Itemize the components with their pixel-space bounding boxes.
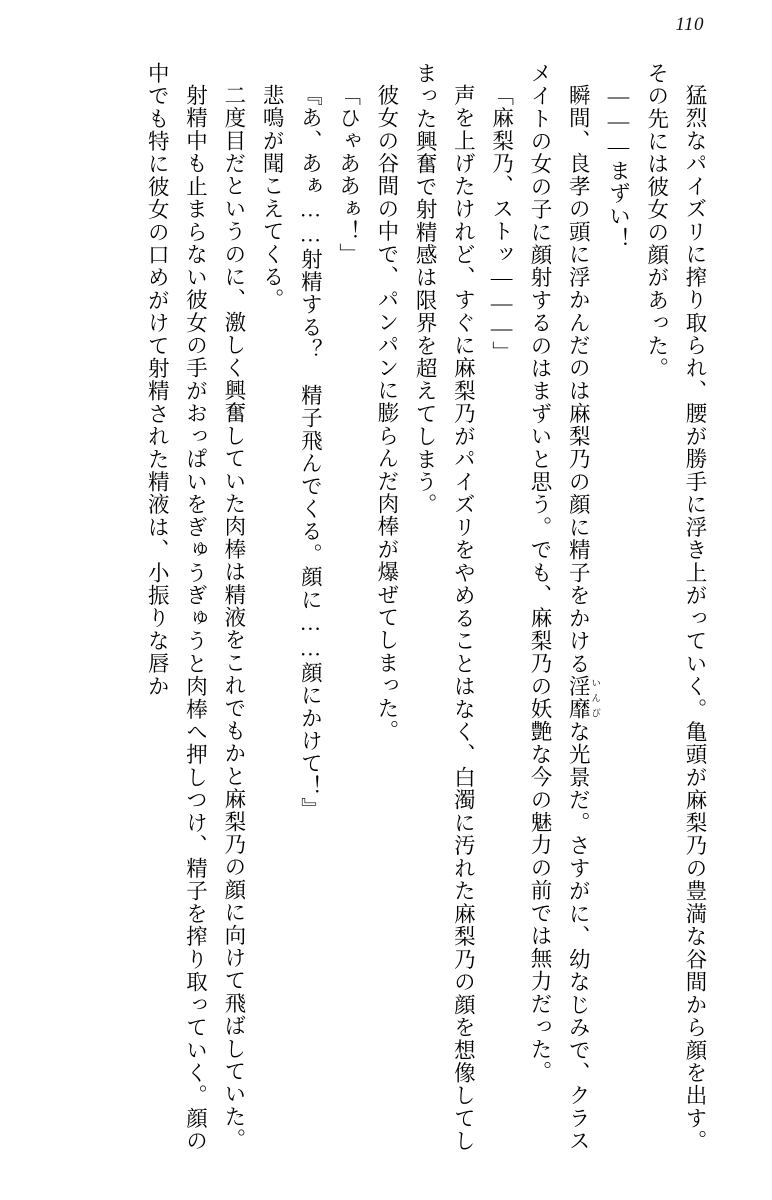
paragraph: 猛烈なパイズリに搾り取られ、腰が勝手に浮き上がっていく。亀頭が麻梨乃の豊満な谷間から顔を出す。その先には彼女の顔があった。 — [644, 62, 707, 1152]
paragraph: 声を上げたけれど、すぐに麻梨乃がパイズリをやめることはなく、白濁に汚れた麻梨乃の顔を想像してしまった興奮で射精感は限界を超えてしまう。 — [413, 62, 476, 1152]
page-body-text — [58, 62, 714, 1152]
paragraph: 「麻梨乃、ストッ———」 — [489, 83, 514, 364]
paragraph: 射精中も止まらない彼女の手がおっぱいをぎゅうぎゅうと肉棒へ押しつけ、精子を搾り取っていく。顔の中でも特に彼女の口めがけて射精された精液は、小振りな唇か — [145, 62, 208, 1152]
page-number: 110 — [675, 14, 704, 35]
ruby-annotation: 淫靡 いんび — [566, 674, 600, 721]
paragraph: ———まずい！ — [606, 83, 631, 250]
ruby-reading: いんび — [589, 674, 600, 721]
paragraph: 「ひゃああぁ！」 — [336, 83, 361, 266]
paragraph: 瞬間、良孝の頭に浮かんだのは麻梨乃の顔に精子をかける淫靡 いんびな光景だ。さすがに、幼なじみで、クラスメイトの女の子に顔射するのはまずいと思う。でも、麻梨乃の妖艶な今の魅力の前では無力だった。 — [527, 62, 600, 1152]
paragraph: 二度目だというのに、激しく興奮していた肉棒は精液をこれでもかと麻梨乃の顔に向けて飛ばしていた。 — [221, 83, 246, 1151]
paragraph: 『あ、あぁ……射精する？ 精子飛んでくる。顔に……顔にかけて！』 — [298, 83, 323, 820]
paragraph: 彼女の谷間の中で、パンパンに膨らんだ肉棒が爆ぜてしまった。 — [374, 83, 399, 742]
paragraph: 悲鳴が聞こえてくる。 — [260, 83, 285, 311]
